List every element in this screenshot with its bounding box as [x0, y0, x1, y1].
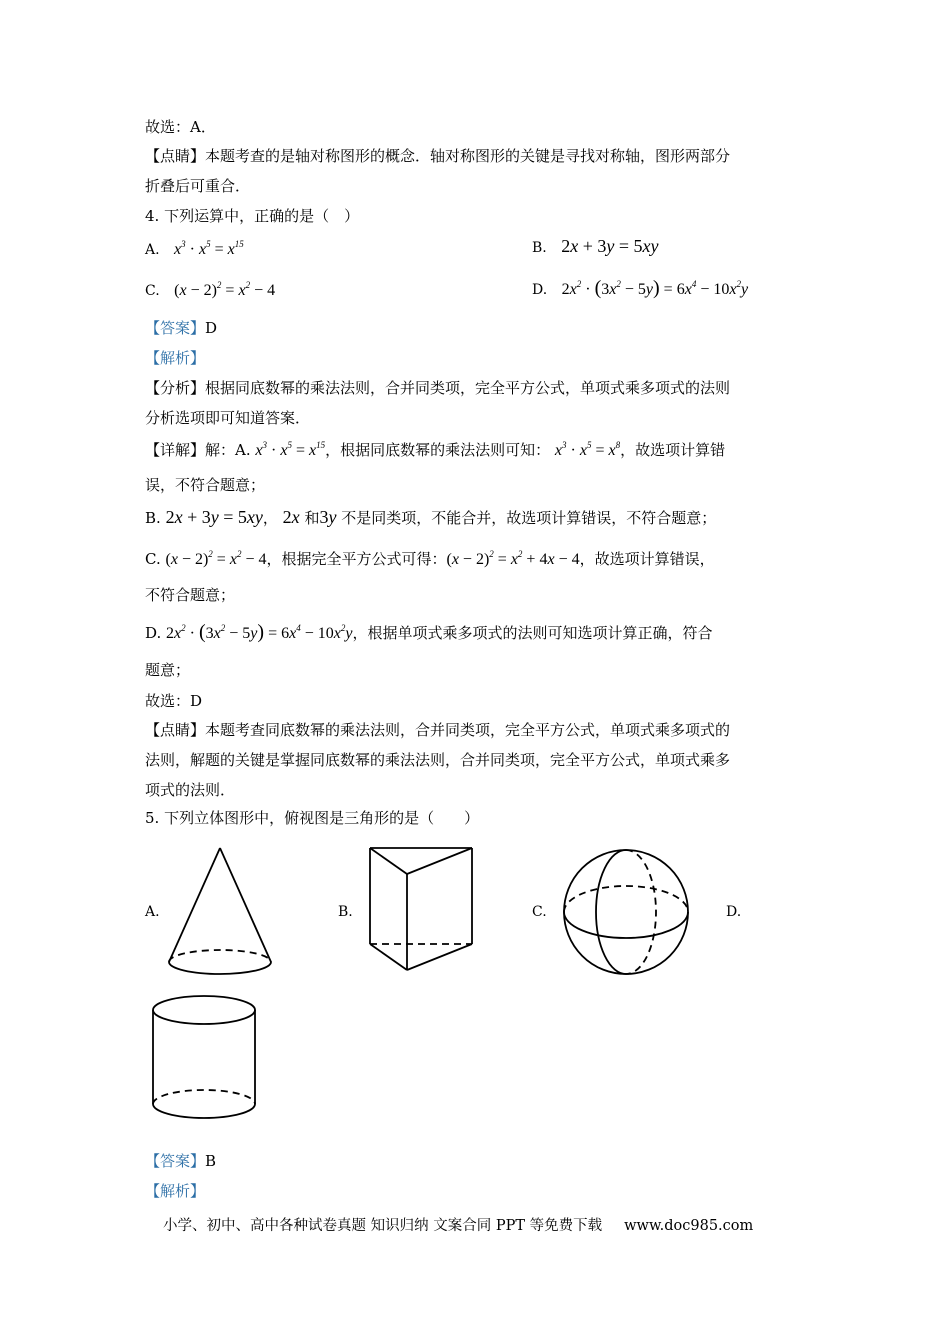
q4-detail-d: D. $2x^2 \cdot (3x^2 - 5y) = 6x^4 - 10x^2y$，根据单项式乘多项式的法则可知选项计算正确，符合 — [145, 621, 713, 643]
footer-text: 小学、初中、高中各种试卷真题 知识归纳 文案合同 PPT 等免费下载 — [163, 1218, 603, 1234]
q4-detail-b: B. 2x + 3y = 5xy， 2x 和3y 不是同类项，不能合并，故选项计算错误，不符合题意； — [145, 507, 717, 527]
page-footer — [163, 1214, 753, 1235]
cone-figure — [160, 840, 280, 980]
q5-option-b-label: B. — [338, 904, 353, 920]
q4-detail-a: 【详解】解：A. $x^3 \cdot x^5 = x^{15}$，根据同底数幂的乘法法则可知： $x^3 \cdot x^5 = x^8$，故选项计算错 — [145, 440, 726, 459]
q4-analysis-tag: 【解析】 — [145, 349, 206, 367]
q4-option-d: D. $2x^2 \cdot (3x^2 - 5y) = 6x^4 - 10x^2y$ — [532, 277, 749, 299]
q4-analysis-line1: 【分析】根据同底数幂的乘法法则，合并同类项，完全平方公式，单项式乘多项式的法则 — [145, 379, 731, 397]
q4-comment-line1: 【点睛】本题考查同底数幂的乘法法则，合并同类项，完全平方公式，单项式乘多项式的 — [145, 721, 731, 739]
q4-detail-a-cont: 误，不符合题意； — [145, 476, 266, 494]
q3-comment-line2: 折叠后可重合． — [145, 177, 251, 195]
q4-select: 故选：D — [145, 692, 203, 710]
q5-answer: 【答案】B — [145, 1152, 217, 1170]
comment-tag: 【点睛】 — [145, 147, 206, 165]
q4-detail-c-cont: 不符合题意； — [145, 586, 236, 604]
triangular-prism-figure — [362, 840, 482, 980]
select-answer-line: 故选：A． — [145, 118, 216, 136]
q4-option-a: A. $x^3 \cdot x^5 = x^{15}$ — [145, 239, 244, 258]
q5-stem: 5. 下列立体图形中，俯视图是三角形的是（ ） — [145, 809, 480, 827]
q4-detail-d-cont: 题意； — [145, 661, 191, 679]
cylinder-figure — [148, 990, 264, 1140]
q3-comment-line1: 【点睛】本题考查的是轴对称图形的概念．轴对称图形的关键是寻找对称轴，图形两部分 — [145, 147, 731, 165]
q5-analysis-tag: 【解析】 — [145, 1182, 206, 1200]
sphere-figure — [560, 846, 694, 980]
q5-option-a-label: A. — [145, 904, 160, 920]
q5-option-d-label: D. — [726, 904, 742, 920]
q4-answer: 【答案】D — [145, 319, 218, 337]
q4-stem: 4. 下列运算中，正确的是（ ） — [145, 207, 360, 225]
q4-analysis-line2: 分析选项即可知道答案． — [145, 409, 311, 427]
q4-comment-line2: 法则，解题的关键是掌握同底数幂的乘法法则，合并同类项，完全平方公式，单项式乘多 — [145, 751, 731, 769]
q4-option-c: C. $(x - 2)^2 = x^2 - 4$ — [145, 280, 276, 299]
q4-comment-line3: 项式的法则． — [145, 781, 236, 799]
q4-detail-c: C. $(x - 2)^2 = x^2 - 4$，根据完全平方公式可得：$(x - 2)^2 = x^2 + 4x - 4$，故选项计算错误， — [145, 549, 715, 568]
q5-option-c-label: C. — [532, 904, 547, 920]
footer-url: www.doc985.com — [624, 1218, 754, 1234]
q4-option-b: B. 2x + 3y = 5xy — [532, 236, 659, 256]
